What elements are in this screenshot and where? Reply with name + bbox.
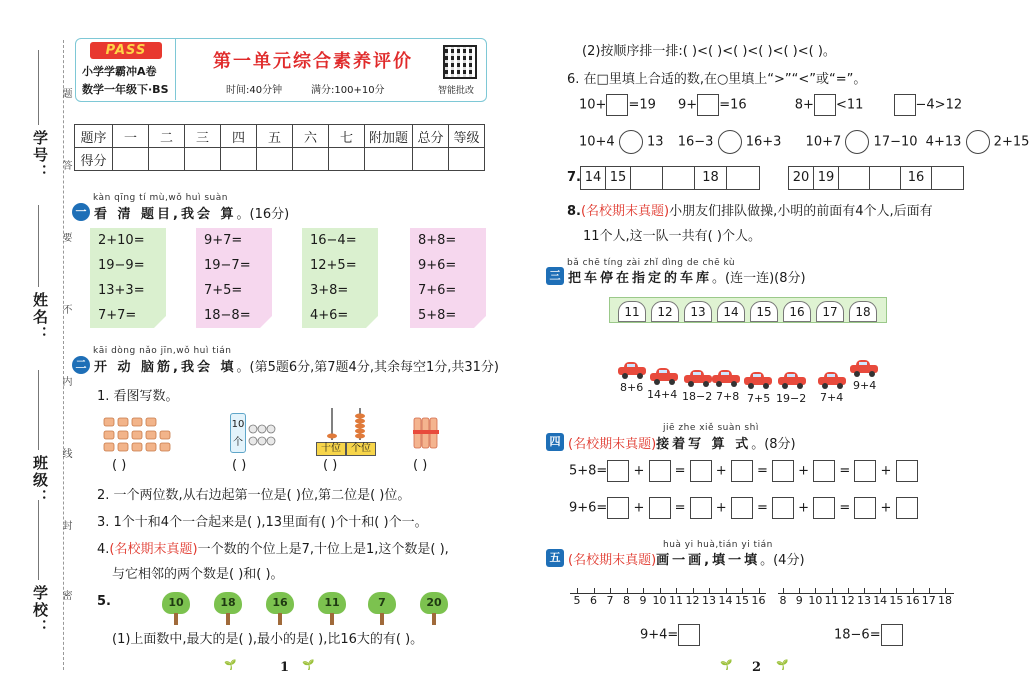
number-line-label: 11 — [669, 594, 683, 607]
number-line-label: 13 — [857, 594, 871, 607]
garage-slot[interactable]: 16 — [783, 301, 811, 322]
calc-column-3 — [302, 228, 378, 328]
pass-logo: PASS — [90, 42, 162, 59]
page-number-right: 2 — [752, 660, 762, 675]
sec4-row-2: 9+6= + = + = + = + — [569, 497, 918, 519]
number-line-label: 9 — [795, 594, 803, 607]
answer-box[interactable] — [690, 460, 712, 482]
class-label: 班级： — [31, 455, 49, 506]
answer-box[interactable] — [896, 460, 918, 482]
answer-box[interactable] — [772, 460, 794, 482]
fold-char: 密 — [60, 590, 71, 600]
q1-blank[interactable]: ( ) — [323, 458, 338, 473]
score-header-cell: 一 — [113, 125, 149, 148]
number-line-label: 15 — [735, 594, 749, 607]
compare-circle[interactable] — [718, 130, 742, 154]
tree-number: 7 — [368, 592, 396, 626]
car-label: 19−2 — [776, 392, 807, 405]
car-icon[interactable] — [818, 372, 846, 388]
calc-item[interactable]: 7+6= — [418, 283, 457, 298]
q6-text: 6. 在□里填上合适的数,在○里填上“>”“<”或“=”。 — [567, 72, 867, 87]
tree-number: 18 — [214, 592, 242, 626]
answer-box[interactable] — [813, 497, 835, 519]
car-label: 18−2 — [682, 390, 713, 403]
sprout-icon: 🌱 — [302, 660, 315, 671]
number-line-tick — [594, 588, 595, 593]
calc-column-2 — [196, 228, 272, 328]
score-cell[interactable] — [221, 148, 257, 171]
score-cell[interactable] — [449, 148, 485, 171]
sec4-row-1: 5+8= + = + = + = + — [569, 460, 918, 482]
exam-full-score: 满分:100+10分 — [311, 85, 385, 96]
q5-number: 5. — [97, 594, 111, 609]
number-line-label: 15 — [889, 594, 904, 607]
q5-2-text: (2)按顺序排一排:( )<( )<( )<( )<( )<( )。 — [582, 44, 836, 59]
q2-text: 2. 一个两位数,从右边起第一位是( )位,第二位是( )位。 — [97, 488, 411, 503]
strip-cell[interactable] — [870, 167, 901, 189]
sec5-tag: (名校期末真题) — [568, 553, 657, 568]
garage-slot[interactable]: 17 — [816, 301, 844, 322]
score-header-cell: 附加题 — [365, 125, 413, 148]
number-line-tick — [815, 588, 816, 593]
number-line-tick — [759, 588, 760, 593]
school-line — [38, 500, 39, 580]
sec3-badge: 三 — [546, 267, 564, 285]
garage-slot[interactable]: 18 — [849, 301, 877, 322]
score-cell[interactable] — [365, 148, 413, 171]
answer-box[interactable] — [731, 497, 753, 519]
sec5-title: (名校期末真题)画一画,填一填。(4分) — [568, 553, 805, 568]
number-line-label: 13 — [702, 594, 716, 607]
q8-text-2: 11个人,这一队一共有( )个人。 — [583, 229, 761, 244]
car-icon[interactable] — [618, 362, 646, 378]
qr-caption: 智能批改 — [438, 86, 475, 96]
score-cell[interactable] — [185, 148, 221, 171]
sec5-badge: 五 — [546, 549, 564, 567]
calc-column-1 — [90, 228, 166, 328]
number-line-tick — [693, 588, 694, 593]
number-line-label: 18 — [938, 594, 952, 607]
number-line-tick — [660, 588, 661, 593]
fold-char: 要 — [60, 232, 71, 242]
q7-number: 7. — [567, 170, 581, 185]
car-label: 8+6 — [620, 381, 644, 394]
number-line-tick — [577, 588, 578, 593]
calc-column-4 — [410, 228, 486, 328]
school-label: 学校： — [31, 585, 49, 636]
header-left-panel — [76, 39, 176, 100]
calc-item[interactable]: 7+7= — [98, 308, 137, 323]
qr-code-icon — [443, 45, 477, 79]
number-line-label: 12 — [840, 594, 855, 607]
number-line-label: 14 — [873, 594, 888, 607]
calc-item[interactable]: 2+10= — [98, 233, 145, 248]
score-header-cell: 总分 — [413, 125, 449, 148]
student-id-label: 学号： — [31, 130, 49, 181]
strip-cell[interactable]: 19 — [814, 167, 839, 189]
number-line-label: 10 — [652, 594, 667, 607]
score-header-cell: 四 — [221, 125, 257, 148]
abacus-ones-label: 个位 — [346, 442, 376, 456]
number-line-label: 6 — [590, 594, 597, 607]
number-line-tick — [783, 588, 784, 593]
sec5-pinyin: huà yi huà,tián yi tián — [663, 540, 773, 550]
sprout-icon: 🌱 — [224, 660, 237, 671]
number-line-label: 12 — [685, 594, 700, 607]
car-label: 9+4 — [853, 379, 877, 392]
number-line-tick — [848, 588, 849, 593]
series-name: 小学学霸冲A卷 — [82, 65, 157, 78]
q8-text: 8.(名校期末真题)小朋友们排队做操,小明的前面有4个人,后面有 — [567, 204, 933, 219]
number-line-label: 14 — [718, 594, 733, 607]
q6-row2: 10+4 13 16−3 16+3 10+7 17−10 4+13 2+15 — [579, 130, 1029, 154]
sec4-tag: (名校期末真题) — [568, 437, 657, 452]
number-line-label: 7 — [606, 594, 614, 607]
q1-blank[interactable]: ( ) — [413, 458, 428, 473]
fold-char: 内 — [60, 376, 71, 386]
abacus-tens-label: 十位 — [316, 442, 346, 456]
page-fold-corner — [366, 316, 378, 328]
number-line-label: 16 — [905, 594, 920, 607]
answer-box[interactable] — [772, 497, 794, 519]
score-header-cell: 等级 — [449, 125, 485, 148]
car-label: 7+5 — [747, 392, 771, 405]
number-line-tick — [864, 588, 865, 593]
sprout-icon: 🌱 — [776, 660, 789, 671]
page-fold-corner — [474, 316, 486, 328]
q4-tag: (名校期末真题) — [109, 542, 198, 557]
fold-char: 答 — [60, 160, 71, 170]
compare-circle[interactable] — [845, 130, 869, 154]
fold-char: 不 — [60, 304, 71, 314]
score-row-label: 得分 — [75, 148, 113, 171]
strip-cell[interactable]: 14 — [581, 167, 606, 189]
number-line-tick — [880, 588, 881, 593]
number-line-label: 10 — [808, 594, 823, 607]
score-header-cell: 七 — [329, 125, 365, 148]
score-header-cell: 二 — [149, 125, 185, 148]
calc-item[interactable]: 13+3= — [98, 283, 145, 298]
page-fold-corner — [260, 316, 272, 328]
q7-left-strip — [580, 166, 760, 190]
car-icon[interactable] — [850, 360, 878, 376]
name-label: 姓名： — [31, 292, 49, 343]
answer-box[interactable] — [854, 497, 876, 519]
abacus-icon — [318, 406, 378, 442]
calc-item[interactable]: 5+8= — [418, 308, 457, 323]
sec4-pinyin: jiē zhe xiě suàn shì — [663, 423, 759, 433]
score-table-score-row — [75, 148, 485, 171]
q4-text-2: 与它相邻的两个数是( )和( )。 — [112, 567, 284, 582]
number-line-tick — [676, 588, 677, 593]
q5-1-text: (1)上面数中,最大的是( ),最小的是( ),比16大的有( )。 — [112, 632, 424, 647]
answer-box[interactable] — [854, 460, 876, 482]
strip-cell[interactable] — [631, 167, 663, 189]
tree-number: 20 — [420, 592, 448, 626]
sec1-pinyin: kàn qīng tí mù,wǒ huì suàn — [93, 193, 228, 203]
strip-cell[interactable] — [727, 167, 759, 189]
class-line — [38, 370, 39, 450]
car-icon[interactable] — [684, 370, 712, 386]
sec4-badge: 四 — [546, 433, 564, 451]
strip-cell[interactable]: 18 — [695, 167, 727, 189]
exam-title: 第一单元综合素养评价 — [213, 51, 413, 72]
calc-item[interactable]: 19−7= — [204, 258, 251, 273]
answer-box[interactable] — [731, 460, 753, 482]
sec4-title: (名校期末真题)接着写 算 式。(8分) — [568, 437, 796, 452]
sticks-icon — [412, 416, 440, 450]
answer-box[interactable] — [896, 497, 918, 519]
strip-cell[interactable]: 20 — [789, 167, 814, 189]
exam-time: 时间:40分钟 — [226, 85, 283, 96]
garage-slot[interactable]: 15 — [750, 301, 778, 322]
fold-char: 题 — [60, 88, 71, 98]
score-header-cell: 题序 — [75, 125, 113, 148]
strip-cell[interactable] — [932, 167, 963, 189]
page-number-left: 1 — [280, 660, 290, 675]
score-cell[interactable] — [329, 148, 365, 171]
answer-box[interactable] — [894, 94, 916, 116]
calc-item[interactable]: 8+8= — [418, 233, 457, 248]
score-header-cell: 五 — [257, 125, 293, 148]
garage-slot[interactable]: 11 — [618, 301, 646, 322]
calc-item[interactable]: 3+8= — [310, 283, 349, 298]
name-line — [38, 205, 39, 287]
q8-tag: (名校期末真题) — [580, 204, 670, 219]
number-line-label: 16 — [751, 594, 766, 607]
car-label: 7+4 — [820, 391, 844, 404]
calc-item[interactable]: 16−4= — [310, 233, 357, 248]
strip-cell[interactable] — [663, 167, 695, 189]
answer-box[interactable] — [697, 94, 719, 116]
car-icon[interactable] — [650, 368, 678, 384]
answer-box[interactable] — [606, 94, 628, 116]
score-cell[interactable] — [293, 148, 329, 171]
number-line-tick — [799, 588, 800, 593]
score-cell[interactable] — [113, 148, 149, 171]
score-cell[interactable] — [257, 148, 293, 171]
strip-cell[interactable]: 16 — [901, 167, 932, 189]
sec2-badge: 二 — [72, 356, 90, 374]
calc-item[interactable]: 7+5= — [204, 283, 243, 298]
car-label: 7+8 — [716, 390, 740, 403]
sec3-pinyin: bǎ chē tíng zài zhǐ dìng de chē kù — [567, 258, 736, 268]
fold-char: 封 — [60, 520, 71, 530]
number-line-tick — [832, 588, 833, 593]
page-fold-corner — [154, 316, 166, 328]
garage-slot[interactable]: 13 — [684, 301, 712, 322]
sprout-icon: 🌱 — [720, 660, 733, 671]
answer-box[interactable] — [607, 460, 629, 482]
answer-box[interactable] — [649, 460, 671, 482]
number-line-label: 8 — [623, 594, 630, 607]
ten-box-icon — [230, 413, 246, 453]
sec2-title: 开 动 脑筋,我会 填。(第5题6分,第7题4分,其余每空1分,共31分) — [94, 360, 499, 375]
calc-item[interactable]: 9+6= — [418, 258, 457, 273]
compare-circle[interactable] — [966, 130, 990, 154]
car-icon[interactable] — [712, 370, 740, 386]
number-line-tick — [709, 588, 710, 593]
car-label: 14+4 — [647, 388, 678, 401]
header-box — [75, 38, 487, 102]
q4-text: 4.(名校期末真题)一个数的个位上是7,十位上是1,这个数是( ), — [97, 542, 449, 557]
strip-cell[interactable] — [839, 167, 870, 189]
calc-item[interactable]: 9+7= — [204, 233, 243, 248]
sec1-title: 看 清 题目,我会 算。(16分) — [94, 207, 290, 222]
number-line-tick — [610, 588, 611, 593]
q1-blank[interactable]: ( ) — [232, 458, 247, 473]
tree-number: 16 — [266, 592, 294, 626]
strip-cell[interactable]: 15 — [606, 167, 631, 189]
fold-char: 线 — [60, 448, 71, 458]
number-line-tick — [742, 588, 743, 593]
answer-box[interactable] — [607, 497, 629, 519]
number-line-tick — [726, 588, 727, 593]
number-line-tick — [913, 588, 914, 593]
cakes-icon — [102, 413, 174, 453]
q7-right-strip — [788, 166, 964, 190]
tree-number: 11 — [318, 592, 346, 626]
score-header-cell: 六 — [293, 125, 329, 148]
sec5-eq-1: 9+4= — [640, 624, 700, 646]
ten-box-label: 10个 — [231, 419, 245, 448]
student-id-line — [38, 50, 39, 125]
calc-item[interactable]: 19−9= — [98, 258, 145, 273]
score-cell[interactable] — [413, 148, 449, 171]
score-cell[interactable] — [149, 148, 185, 171]
answer-box[interactable] — [690, 497, 712, 519]
number-line-label: 17 — [921, 594, 936, 607]
number-line-tick — [627, 588, 628, 593]
number-line-tick — [929, 588, 930, 593]
answer-box[interactable] — [649, 497, 671, 519]
sec1-badge: 一 — [72, 203, 90, 221]
calc-item[interactable]: 18−8= — [204, 308, 251, 323]
answer-box[interactable] — [678, 624, 700, 646]
sec2-pinyin: kāi dòng nǎo jīn,wǒ huì tián — [93, 346, 232, 356]
subject-name: 数学一年级下·BS — [82, 83, 169, 96]
garage-slot[interactable]: 14 — [717, 301, 745, 322]
q3-text: 3. 1个十和4个一合起来是( ),13里面有( )个十和( )个一。 — [97, 515, 428, 530]
fold-line — [63, 40, 64, 670]
number-line-label: 9 — [639, 594, 647, 607]
number-line-tick — [896, 588, 897, 593]
garage — [609, 297, 887, 323]
score-header-cell: 三 — [185, 125, 221, 148]
calc-item[interactable]: 12+5= — [310, 258, 357, 273]
tree-number: 10 — [162, 592, 190, 626]
sec5-eq-2: 18−6= — [834, 624, 903, 646]
q6-row1: 10+ =19 9+ =16 8+ <11 −4>12 — [579, 94, 962, 116]
number-line-tick — [643, 588, 644, 593]
q1-text: 1. 看图写数。 — [97, 389, 179, 404]
balls-icon — [248, 423, 278, 451]
compare-circle[interactable] — [619, 130, 643, 154]
sec3-title: 把车停在指定的车库。(连一连)(8分) — [568, 271, 806, 286]
car-icon[interactable] — [744, 372, 772, 388]
garage-slot[interactable]: 12 — [651, 301, 679, 322]
score-table-header-row — [75, 125, 485, 148]
number-line-tick — [945, 588, 946, 593]
car-icon[interactable] — [778, 372, 806, 388]
answer-box[interactable] — [814, 94, 836, 116]
q1-blank[interactable]: ( ) — [112, 458, 127, 473]
number-line-label: 8 — [779, 594, 787, 607]
number-line-label: 11 — [824, 594, 839, 607]
number-line-label: 5 — [573, 594, 581, 607]
answer-box[interactable] — [813, 460, 835, 482]
score-table — [74, 124, 485, 171]
answer-box[interactable] — [881, 624, 903, 646]
calc-item[interactable]: 4+6= — [310, 308, 349, 323]
